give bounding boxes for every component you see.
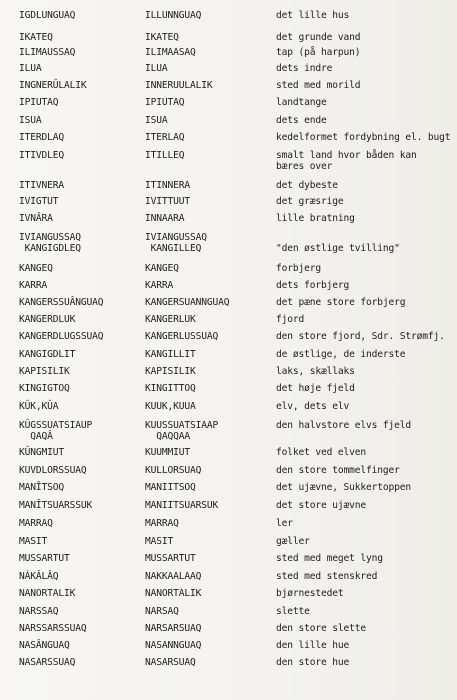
danish-meaning: "den østlige tvilling" — [276, 243, 400, 254]
danish-meaning: den lille hue — [276, 640, 350, 651]
old-spelling: KÛK,KÛA — [19, 401, 59, 412]
new-spelling: MARRAQ — [145, 518, 179, 529]
new-spelling: INNERUULALIK — [145, 80, 213, 91]
old-spelling: NASARSSUAQ — [19, 657, 76, 668]
old-spelling: MANÎTSUARSSUK — [19, 500, 93, 511]
danish-meaning: dets forbjerg — [276, 280, 350, 291]
danish-meaning: kedelformet fordybning el. bugt — [276, 132, 451, 143]
new-spelling: IPIUTAQ — [145, 97, 185, 108]
old-spelling: MUSSARTUT — [19, 553, 70, 564]
danish-meaning: det høje fjeld — [276, 383, 355, 394]
danish-meaning: ler — [276, 518, 293, 529]
old-spelling: IVIANGUSSAQ KANGIGDLEQ — [19, 232, 81, 254]
new-spelling: NANORTALIK — [145, 588, 202, 599]
old-spelling: ILIMAUSSAQ — [19, 47, 76, 58]
new-spelling: KANGERSUANNGUAQ — [145, 297, 230, 308]
danish-meaning: gæller — [276, 536, 310, 547]
new-spelling: NASARSUAQ — [145, 657, 196, 668]
old-spelling: IPIUTAQ — [19, 97, 59, 108]
new-spelling: MANIITSOQ — [145, 482, 196, 493]
old-spelling: KANGERDLUK — [19, 314, 76, 325]
danish-meaning: den store slette — [276, 623, 367, 634]
danish-meaning: det grunde vand — [276, 32, 361, 43]
old-spelling: KANGIGDLIT — [19, 349, 76, 360]
new-spelling: NARSARSUAQ — [145, 623, 202, 634]
old-spelling: KÛGSSUATSIAUP QAQÂ — [19, 420, 93, 442]
old-spelling: KINGIGTOQ — [19, 383, 70, 394]
old-spelling: NÁKÂLÂQ — [19, 571, 59, 582]
danish-meaning: landtange — [276, 97, 327, 108]
danish-meaning: det ujævne, Sukkertoppen — [276, 482, 412, 493]
old-spelling: MANÎTSOQ — [19, 482, 65, 493]
new-spelling: KINGITTOQ — [145, 383, 196, 394]
old-spelling: KARRA — [19, 280, 48, 291]
new-spelling: ILIMAASAQ — [145, 47, 196, 58]
old-spelling: ITERDLAQ — [19, 132, 65, 143]
danish-meaning: dets indre — [276, 63, 333, 74]
danish-meaning: elv, dets elv — [276, 401, 350, 412]
danish-meaning: tap (på harpun) — [276, 47, 361, 58]
new-spelling: ILLUNNGUAQ — [145, 10, 202, 21]
new-spelling: ITERLAQ — [145, 132, 185, 143]
old-spelling: IGDLUNGUAQ — [19, 10, 76, 21]
danish-meaning: smalt land hvor båden kan bæres over — [276, 150, 417, 172]
new-spelling: KARRA — [145, 280, 174, 291]
old-spelling: KAPISILIK — [19, 366, 70, 377]
new-spelling: KUUMMIUT — [145, 447, 191, 458]
new-spelling: NASANNGUAQ — [145, 640, 202, 651]
old-spelling: IKATEQ — [19, 32, 53, 43]
old-spelling: NARSSAQ — [19, 606, 59, 617]
old-spelling: ILUA — [19, 63, 42, 74]
old-spelling: IVNÂRA — [19, 213, 53, 224]
old-spelling: IVIGTUT — [19, 196, 59, 207]
danish-meaning: den store tommelfinger — [276, 465, 400, 476]
old-spelling: KANGERDLUGSSUAQ — [19, 331, 104, 342]
old-spelling: KANGEQ — [19, 263, 53, 274]
old-spelling: MASIT — [19, 536, 48, 547]
danish-meaning: det lille hus — [276, 10, 350, 21]
old-spelling: ISUA — [19, 115, 42, 126]
new-spelling: KULLORSUAQ — [145, 465, 202, 476]
new-spelling: IKATEQ — [145, 32, 179, 43]
danish-meaning: laks, skællaks — [276, 366, 355, 377]
danish-meaning: slette — [276, 606, 310, 617]
new-spelling: IVIANGUSSAQ KANGILLEQ — [145, 232, 207, 254]
new-spelling: KUUK,KUUA — [145, 401, 196, 412]
old-spelling: NARSSARSSUAQ — [19, 623, 87, 634]
new-spelling: ITILLEQ — [145, 150, 185, 161]
danish-meaning: den store fjord, Sdr. Strømfj. — [276, 331, 445, 342]
danish-meaning: folket ved elven — [276, 447, 367, 458]
new-spelling: ISUA — [145, 115, 168, 126]
old-spelling: ITIVNERA — [19, 180, 65, 191]
new-spelling: KANGILLIT — [145, 349, 196, 360]
danish-meaning: dets ende — [276, 115, 327, 126]
danish-meaning: lille bratning — [276, 213, 355, 224]
old-spelling: ITIVDLEQ — [19, 150, 65, 161]
danish-meaning: den halvstore elvs fjeld — [276, 420, 412, 431]
new-spelling: MANIITSUARSUK — [145, 500, 219, 511]
old-spelling: MARRAQ — [19, 518, 53, 529]
old-spelling: NANORTALIK — [19, 588, 76, 599]
danish-meaning: sted med meget lyng — [276, 553, 383, 564]
new-spelling: IVITTUUT — [145, 196, 191, 207]
danish-meaning: det store ujævne — [276, 500, 367, 511]
danish-meaning: fjord — [276, 314, 305, 325]
danish-meaning: forbjerg — [276, 263, 322, 274]
new-spelling: NAKKAALAAQ — [145, 571, 202, 582]
danish-meaning: sted med stenskred — [276, 571, 378, 582]
danish-meaning: bjørnestedet — [276, 588, 344, 599]
new-spelling: INNAARA — [145, 213, 185, 224]
new-spelling: KUUSSUATSIAAP QAQQAA — [145, 420, 219, 442]
new-spelling: MUSSARTUT — [145, 553, 196, 564]
new-spelling: ITINNERA — [145, 180, 191, 191]
new-spelling: KANGERLUK — [145, 314, 196, 325]
old-spelling: KUVDLORSSUAQ — [19, 465, 87, 476]
new-spelling: MASIT — [145, 536, 174, 547]
danish-meaning: det dybeste — [276, 180, 338, 191]
new-spelling: KANGERLUSSUAQ — [145, 331, 219, 342]
new-spelling: NARSAQ — [145, 606, 179, 617]
old-spelling: INGNERÛLALIK — [19, 80, 87, 91]
new-spelling: KAPISILIK — [145, 366, 196, 377]
new-spelling: ILUA — [145, 63, 168, 74]
danish-meaning: den store hue — [276, 657, 350, 668]
new-spelling: KANGEQ — [145, 263, 179, 274]
old-spelling: KÛNGMIUT — [19, 447, 65, 458]
danish-meaning: de østlige, de inderste — [276, 349, 406, 360]
danish-meaning: det græsrige — [276, 196, 344, 207]
danish-meaning: sted med morild — [276, 80, 361, 91]
old-spelling: NASÂNGUAQ — [19, 640, 70, 651]
old-spelling: KANGERSSUÂNGUAQ — [19, 297, 104, 308]
danish-meaning: det pæne store forbjerg — [276, 297, 406, 308]
